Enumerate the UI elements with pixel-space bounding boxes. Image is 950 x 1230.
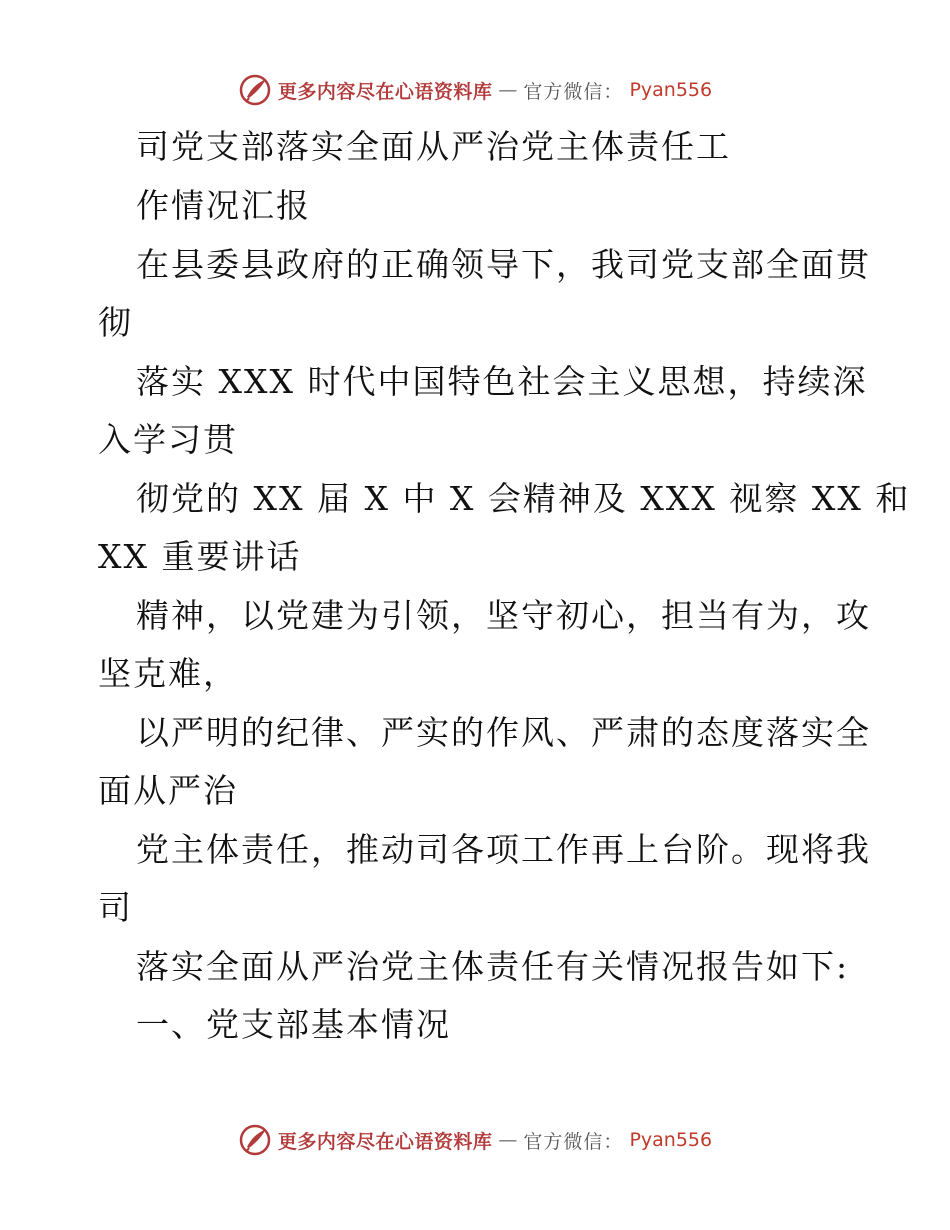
banner-text: 更多内容尽在心语资料库 bbox=[277, 1130, 493, 1153]
doc-text-line: 彻党的 XX 届 X 中 X 会精神及 XXX 视察 XX 和 bbox=[136, 479, 911, 518]
footer-watermark-banner bbox=[0, 1120, 950, 1160]
doc-title-line-2: 作情况汇报 bbox=[136, 186, 311, 225]
banner-separator: — bbox=[498, 1129, 518, 1151]
doc-text-line: 在县委县政府的正确领导下，我司党支部全面贯 bbox=[136, 245, 871, 284]
doc-text-line: 彻 bbox=[98, 303, 133, 342]
banner-text: 更多内容尽在心语资料库 bbox=[277, 80, 493, 103]
quill-logo-icon bbox=[238, 73, 272, 107]
banner-wechat-id: Pyan556 bbox=[629, 79, 713, 101]
doc-section-heading: 一、党支部基本情况 bbox=[136, 1005, 451, 1044]
doc-text-line: 面从严治 bbox=[98, 771, 238, 810]
doc-text-line: 落实 XXX 时代中国特色社会主义思想，持续深 bbox=[136, 362, 868, 401]
banner-separator: — bbox=[498, 79, 518, 101]
quill-logo-icon bbox=[238, 1123, 272, 1157]
doc-text-line: XX 重要讲话 bbox=[98, 537, 302, 576]
banner-wechat-label: 官方微信： bbox=[523, 80, 624, 103]
doc-text-line: 落实全面从严治党主体责任有关情况报告如下: bbox=[136, 947, 850, 986]
doc-text-line: 以严明的纪律、严实的作风、严肃的态度落实全 bbox=[136, 713, 871, 752]
doc-text-line: 党主体责任，推动司各项工作再上台阶。现将我 bbox=[136, 830, 871, 869]
doc-text-line: 司 bbox=[98, 888, 133, 927]
header-watermark-banner bbox=[0, 70, 950, 110]
banner-wechat-id: Pyan556 bbox=[629, 1129, 713, 1151]
banner-wechat-label: 官方微信： bbox=[523, 1130, 624, 1153]
doc-text-line: 入学习贯 bbox=[98, 420, 238, 459]
doc-title-line-1: 司党支部落实全面从严治党主体责任工 bbox=[136, 127, 731, 166]
doc-text-line: 坚克难， bbox=[98, 654, 238, 693]
doc-text-line: 精神，以党建为引领，坚守初心，担当有为，攻 bbox=[136, 596, 871, 635]
